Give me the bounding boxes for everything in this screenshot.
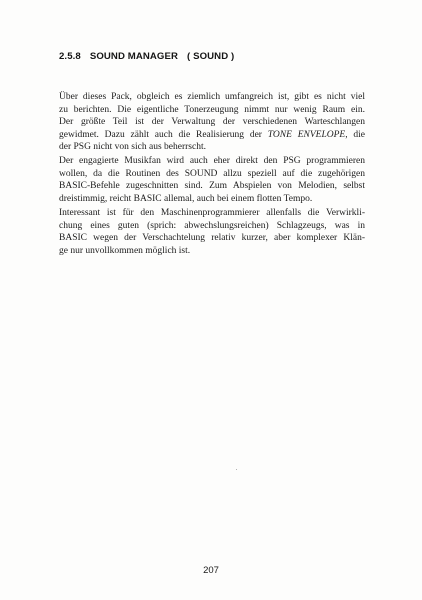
page-number: 207: [203, 565, 219, 576]
paragraph-line: Über dieses Pack, obgleich es ziemlich umfangreich ist, gibt es nicht viel: [59, 92, 365, 102]
paragraph-line: BASIC wegen der Verschachtelung relativ kurzer, aber komplexer Klän-: [59, 233, 365, 243]
paragraph-line-lead: gewidmet. Dazu zählt auch die Realisierung der: [59, 129, 268, 140]
paragraph-line: zu berichten. Die eigentliche Tonerzeugung nimmt nur wenig Raum ein.: [59, 104, 365, 115]
paragraph-line: wollen, da die Routinen des SOUND allzu speziell auf die zugehörigen: [59, 168, 365, 179]
section-heading: [59, 51, 234, 62]
section-number: 2.5.8: [59, 51, 81, 62]
section-subtitle: ( SOUND ): [187, 51, 235, 62]
paragraph-line: Interessant ist für den Maschinenprogrammierer allenfalls die Verwirkli-: [59, 208, 365, 218]
section-title: SOUND MANAGER: [89, 51, 179, 62]
paragraph-line: dreistimmig, reicht BASIC allemal, auch bei einem flotten Tempo.: [59, 193, 313, 204]
paragraph-line-tail: , die: [345, 129, 366, 140]
paragraph-1: [59, 91, 365, 154]
paragraph-2: [59, 155, 365, 205]
paragraph-line: Der engagierte Musikfan wird auch eher direkt den PSG programmieren: [59, 156, 365, 166]
paragraph-line: BASIC-Befehle zugeschnitten sind. Zum Abspielen von Melodien, selbst: [59, 181, 365, 191]
paragraph-line: ge nur unvollkommen möglich ist.: [59, 245, 191, 256]
paragraph-line: chung eines guten (sprich: abwechslungsreichen) Schlagzeugs, was in: [59, 220, 365, 231]
paragraph-line: der PSG nicht von sich aus beherrscht.: [59, 142, 206, 152]
paragraph-line: Der größte Teil ist der Verwaltung der verschiedenen Warteschlangen: [59, 117, 365, 127]
paragraph-line-with-emphasis: [59, 129, 365, 142]
paragraph-3: [59, 207, 365, 257]
print-speck: [236, 469, 237, 470]
emphasis-tone-envelope: TONE ENVELOPE: [267, 129, 346, 140]
